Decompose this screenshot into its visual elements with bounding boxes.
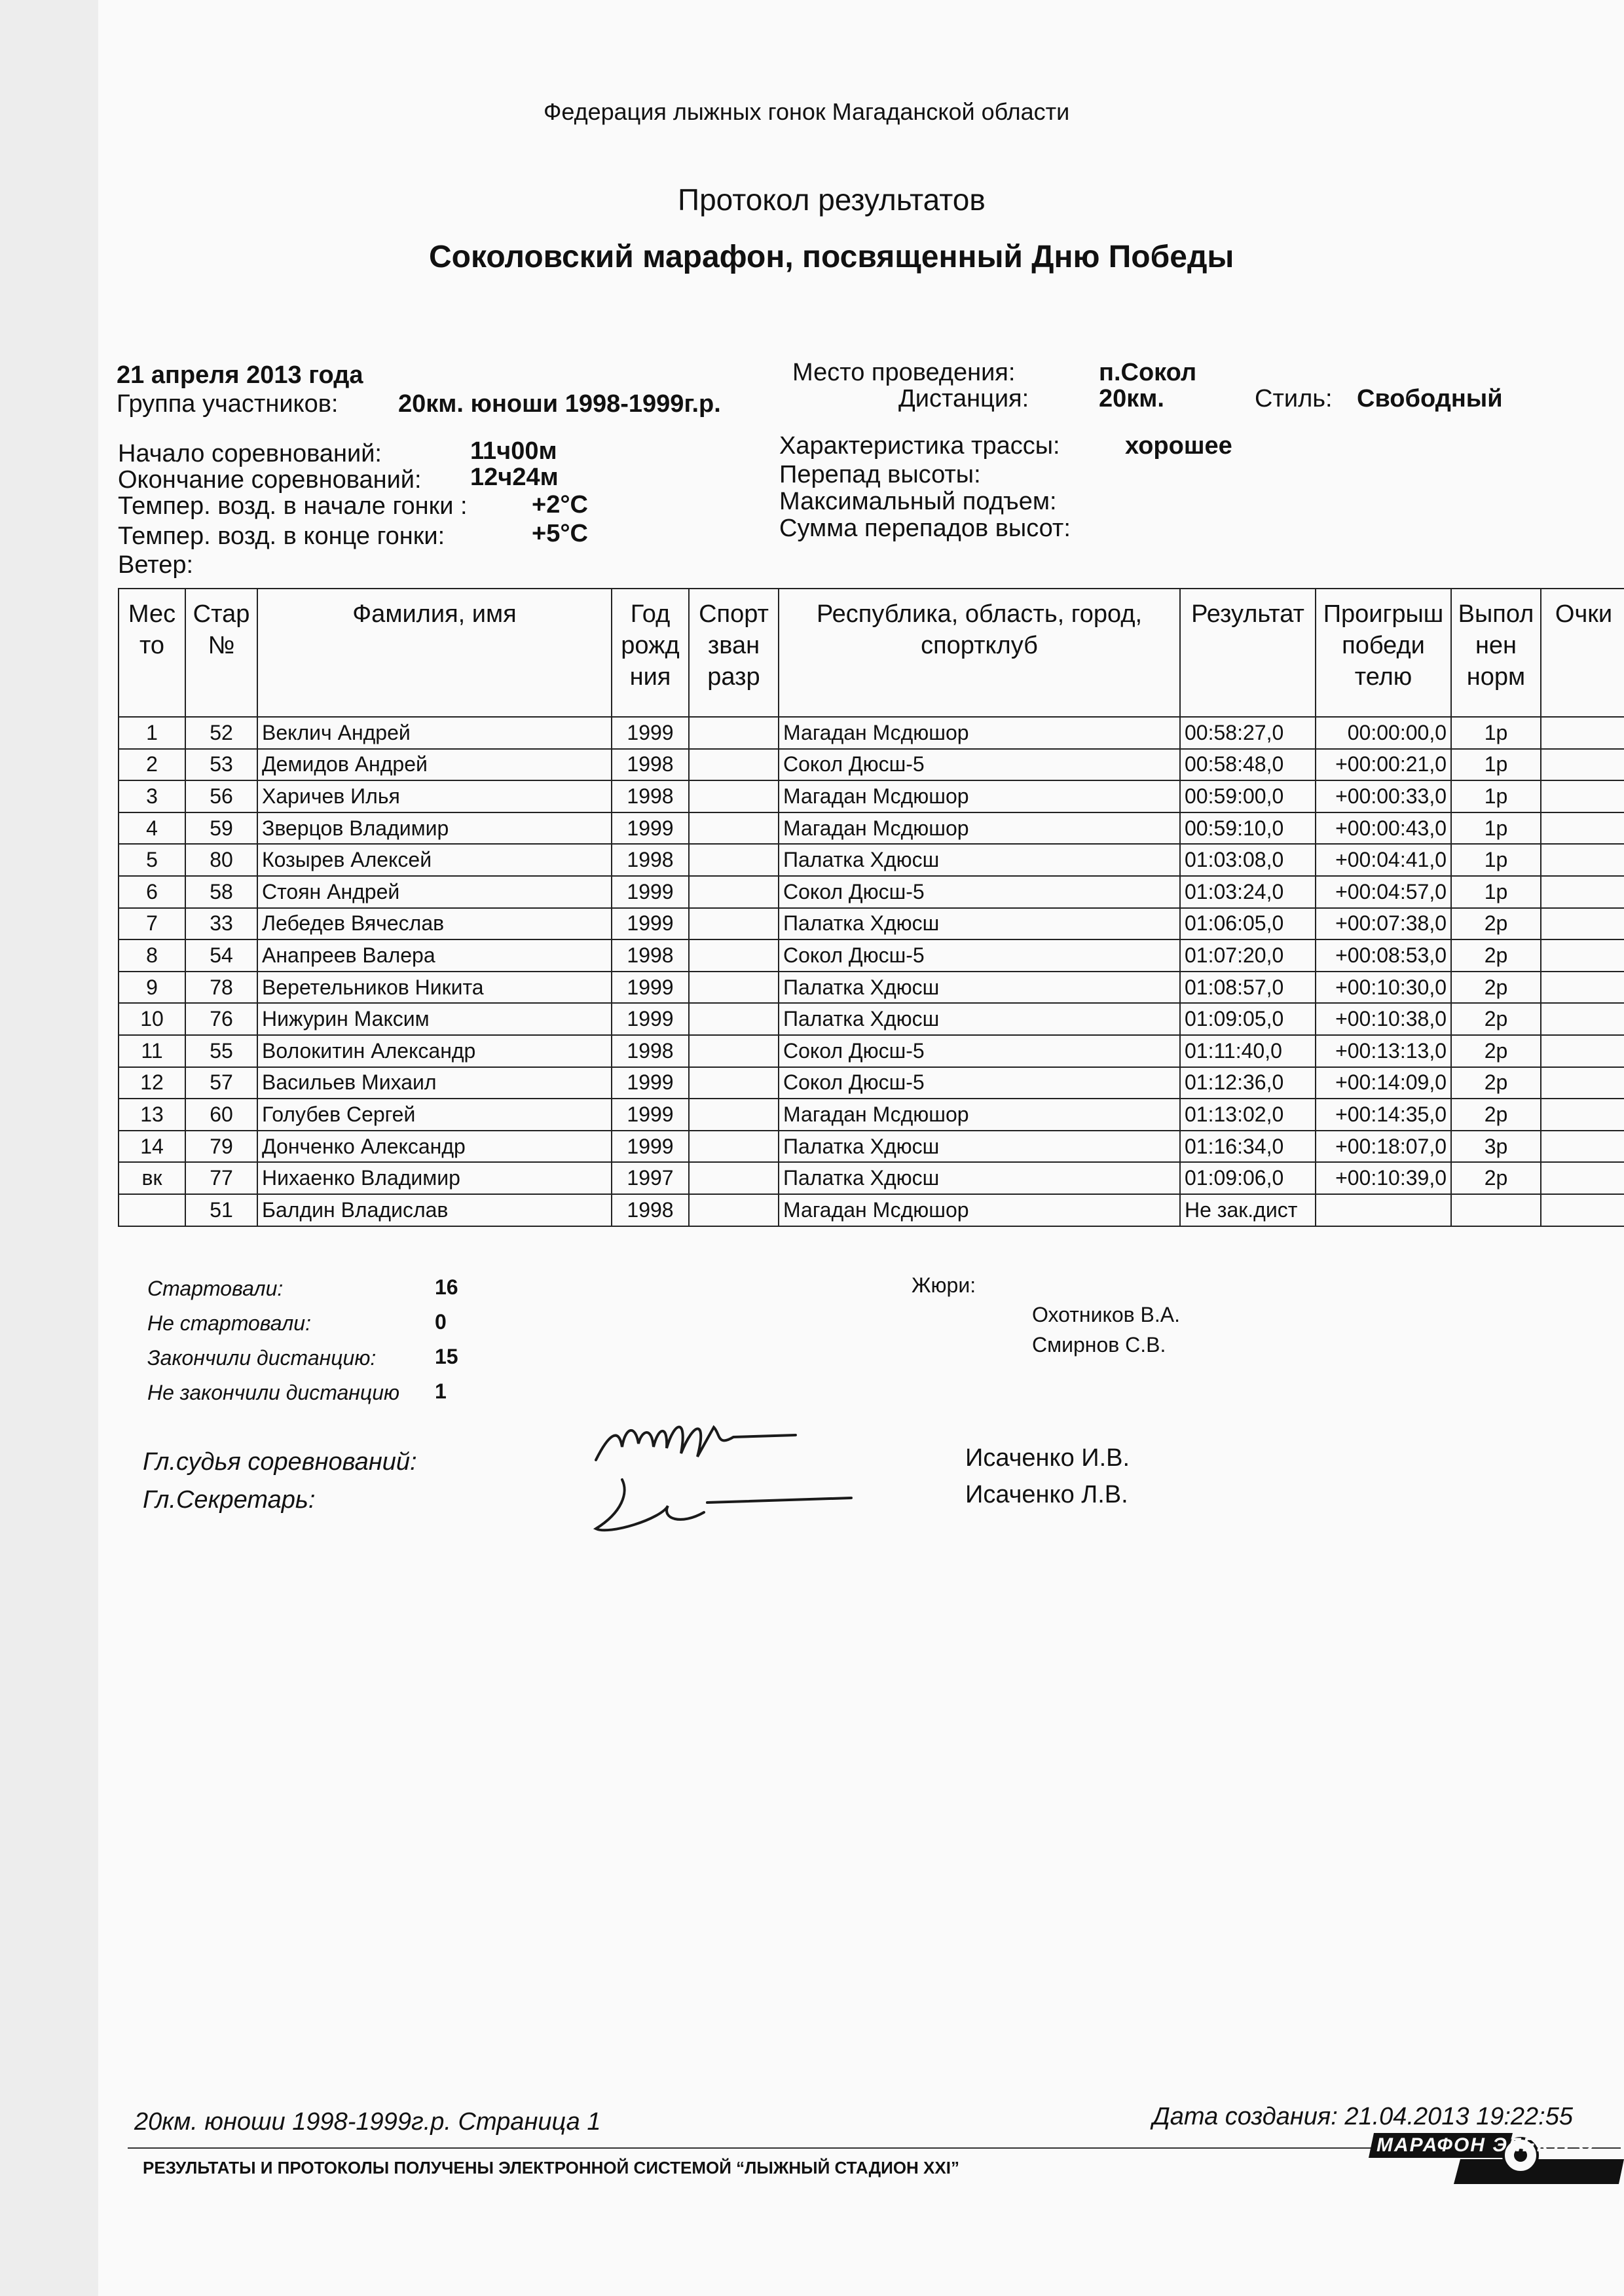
secretary-label: Гл.Секретарь:	[143, 1486, 316, 1514]
cell-rank	[689, 972, 779, 1004]
cell-norm: 2р	[1451, 1035, 1541, 1067]
cell-region: Сокол Дюсш-5	[779, 1035, 1180, 1067]
cell-norm: 2р	[1451, 908, 1541, 940]
start-time-label: Начало соревнований:	[118, 440, 382, 467]
cell-points	[1541, 1162, 1624, 1194]
cell-points	[1541, 1099, 1624, 1131]
cell-points	[1541, 939, 1624, 972]
cell-year: 1998	[612, 749, 689, 781]
cell-gap: +00:14:35,0	[1316, 1099, 1451, 1131]
cell-name: Демидов Андрей	[257, 749, 612, 781]
cell-bib: 57	[185, 1067, 257, 1099]
cell-place: вк	[119, 1162, 185, 1194]
cell-result: 01:08:57,0	[1180, 972, 1316, 1004]
results-table	[118, 588, 1624, 1227]
cell-year: 1999	[612, 812, 689, 845]
cell-year: 1997	[612, 1162, 689, 1194]
cell-gap: +00:00:43,0	[1316, 812, 1451, 845]
cell-region: Магадан Мсдюшор	[779, 1194, 1180, 1226]
cell-rank	[689, 1099, 779, 1131]
header-year: Год рожд ния	[612, 589, 689, 717]
venue-value: п.Сокол	[1099, 359, 1197, 386]
table-row	[119, 908, 1624, 940]
start-time-value: 11ч00м	[470, 437, 557, 465]
cell-year: 1998	[612, 1035, 689, 1067]
cell-year: 1998	[612, 844, 689, 876]
cell-bib: 80	[185, 844, 257, 876]
cell-bib: 60	[185, 1099, 257, 1131]
cell-points	[1541, 908, 1624, 940]
finished-value: 15	[435, 1345, 458, 1368]
cell-result: Не зак.дист	[1180, 1194, 1316, 1226]
table-row	[119, 1003, 1624, 1035]
table-row	[119, 844, 1624, 876]
cell-region: Палатка Хдюсш	[779, 1162, 1180, 1194]
cell-rank	[689, 1131, 779, 1163]
finished-label: Закончили дистанцию:	[147, 1346, 377, 1370]
cell-gap: +00:14:09,0	[1316, 1067, 1451, 1099]
secretary-name: Исаченко Л.В.	[965, 1481, 1128, 1508]
cell-year: 1998	[612, 1194, 689, 1226]
header-region: Республика, область, город, спортклуб	[779, 589, 1180, 717]
cell-gap: +00:10:38,0	[1316, 1003, 1451, 1035]
distance-value: 20км.	[1099, 385, 1164, 412]
cell-norm: 3р	[1451, 1131, 1541, 1163]
end-time-value: 12ч24м	[470, 464, 559, 491]
creation-date: Дата создания: 21.04.2013 19:22:55	[1153, 2103, 1574, 2130]
cell-rank	[689, 1194, 779, 1226]
cell-name: Васильев Михаил	[257, 1067, 612, 1099]
cell-place: 12	[119, 1067, 185, 1099]
cell-bib: 52	[185, 717, 257, 749]
cell-region: Сокол Дюсш-5	[779, 939, 1180, 972]
elevation-label: Перепад высоты:	[779, 461, 981, 488]
cell-points	[1541, 1131, 1624, 1163]
cell-points	[1541, 717, 1624, 749]
style-label: Стиль:	[1255, 385, 1333, 412]
cell-result: 00:59:10,0	[1180, 812, 1316, 845]
cell-region: Палатка Хдюсш	[779, 1131, 1180, 1163]
cell-year: 1999	[612, 1099, 689, 1131]
cell-result: 01:09:05,0	[1180, 1003, 1316, 1035]
chief-judge-label: Гл.судья соревнований:	[143, 1448, 417, 1476]
cell-year: 1999	[612, 1131, 689, 1163]
started-value: 16	[435, 1275, 458, 1299]
cell-year: 1999	[612, 717, 689, 749]
page-info: 20км. юноши 1998-1999г.р. Страница 1	[134, 2108, 601, 2136]
cell-bib: 76	[185, 1003, 257, 1035]
cell-points	[1541, 1194, 1624, 1226]
cell-region: Магадан Мсдюшор	[779, 812, 1180, 845]
cell-place: 7	[119, 908, 185, 940]
event-title: Соколовский марафон, посвященный Дню Победы	[429, 240, 1234, 274]
protocol-title: Протокол результатов	[678, 183, 986, 217]
track-label: Характеристика трассы:	[779, 432, 1060, 460]
cell-name: Козырев Алексей	[257, 844, 612, 876]
cell-rank	[689, 876, 779, 908]
cell-norm: 2р	[1451, 939, 1541, 972]
table-row	[119, 1162, 1624, 1194]
distance-label: Дистанция:	[898, 385, 1029, 412]
cell-name: Балдин Владислав	[257, 1194, 612, 1226]
cell-rank	[689, 908, 779, 940]
cell-gap: +00:10:39,0	[1316, 1162, 1451, 1194]
cell-norm: 1р	[1451, 876, 1541, 908]
table-row	[119, 717, 1624, 749]
cell-result: 01:03:24,0	[1180, 876, 1316, 908]
marathon-electro-logo	[1369, 2126, 1624, 2189]
cell-norm: 2р	[1451, 1003, 1541, 1035]
cell-rank	[689, 1162, 779, 1194]
group-label: Группа участников:	[117, 390, 339, 418]
table-row	[119, 780, 1624, 812]
cell-gap: +00:07:38,0	[1316, 908, 1451, 940]
cell-norm: 2р	[1451, 1067, 1541, 1099]
table-row	[119, 1194, 1624, 1226]
cell-result: 00:58:27,0	[1180, 717, 1316, 749]
started-label: Стартовали:	[147, 1277, 284, 1300]
table-row	[119, 749, 1624, 781]
table-row	[119, 972, 1624, 1004]
cell-name: Зверцов Владимир	[257, 812, 612, 845]
max-climb-label: Максимальный подъем:	[779, 488, 1057, 515]
cell-points	[1541, 876, 1624, 908]
cell-norm: 2р	[1451, 1162, 1541, 1194]
cell-rank	[689, 1067, 779, 1099]
cell-bib: 56	[185, 780, 257, 812]
cell-region: Палатка Хдюсш	[779, 844, 1180, 876]
cell-bib: 58	[185, 876, 257, 908]
header-gap: Проигрыш победи телю	[1316, 589, 1451, 717]
cell-region: Сокол Дюсш-5	[779, 876, 1180, 908]
cell-points	[1541, 844, 1624, 876]
cell-region: Магадан Мсдюшор	[779, 780, 1180, 812]
cell-gap: +00:04:41,0	[1316, 844, 1451, 876]
cell-rank	[689, 939, 779, 972]
cell-rank	[689, 780, 779, 812]
jury-member-1: Охотников В.А.	[1032, 1303, 1180, 1326]
cell-name: Харичев Илья	[257, 780, 612, 812]
cell-rank	[689, 812, 779, 845]
table-row	[119, 812, 1624, 845]
cell-gap: +00:08:53,0	[1316, 939, 1451, 972]
cell-name: Донченко Александр	[257, 1131, 612, 1163]
cell-norm: 1р	[1451, 844, 1541, 876]
header-name: Фамилия, имя	[257, 589, 612, 717]
temp-end-value: +5°С	[532, 520, 588, 547]
event-date: 21 апреля 2013 года	[117, 361, 363, 389]
track-value: хорошее	[1125, 432, 1232, 460]
cell-result: 01:06:05,0	[1180, 908, 1316, 940]
cell-bib: 59	[185, 812, 257, 845]
cell-place: 1	[119, 717, 185, 749]
cell-name: Голубев Сергей	[257, 1099, 612, 1131]
table-row	[119, 876, 1624, 908]
cell-place: 14	[119, 1131, 185, 1163]
chief-judge-name: Исаченко И.В.	[965, 1444, 1130, 1472]
header-result: Результат	[1180, 589, 1316, 717]
temp-start-label: Темпер. возд. в начале гонки :	[118, 492, 468, 520]
cell-name: Лебедев Вячеслав	[257, 908, 612, 940]
federation-title: Федерация лыжных гонок Магаданской области	[544, 98, 1070, 125]
cell-gap: +00:00:21,0	[1316, 749, 1451, 781]
cell-points	[1541, 972, 1624, 1004]
cell-bib: 51	[185, 1194, 257, 1226]
table-row	[119, 1131, 1624, 1163]
cell-gap	[1316, 1194, 1451, 1226]
header-bib: Стар №	[185, 589, 257, 717]
cell-norm: 2р	[1451, 1099, 1541, 1131]
cell-name: Волокитин Александр	[257, 1035, 612, 1067]
cell-bib: 54	[185, 939, 257, 972]
cell-year: 1998	[612, 939, 689, 972]
cell-name: Веклич Андрей	[257, 717, 612, 749]
cell-place: 8	[119, 939, 185, 972]
wind-label: Ветер:	[118, 551, 194, 579]
cell-points	[1541, 812, 1624, 845]
cell-bib: 78	[185, 972, 257, 1004]
cell-gap: +00:10:30,0	[1316, 972, 1451, 1004]
cell-result: 00:58:48,0	[1180, 749, 1316, 781]
header-rank: Спорт зван разр	[689, 589, 779, 717]
end-time-label: Окончание соревнований:	[118, 466, 422, 494]
header-place: Мес то	[119, 589, 185, 717]
cell-rank	[689, 844, 779, 876]
cell-year: 1999	[612, 972, 689, 1004]
table-row	[119, 1035, 1624, 1067]
cell-year: 1999	[612, 908, 689, 940]
table-header-row	[119, 589, 1624, 717]
table-row	[119, 939, 1624, 972]
not-finished-label: Не закончили дистанцию	[147, 1381, 400, 1404]
cell-result: 00:59:00,0	[1180, 780, 1316, 812]
cell-region: Магадан Мсдюшор	[779, 1099, 1180, 1131]
cell-points	[1541, 1035, 1624, 1067]
secretary-signature	[583, 1467, 858, 1545]
total-climb-label: Сумма перепадов высот:	[779, 515, 1071, 542]
cell-year: 1999	[612, 1067, 689, 1099]
cell-region: Сокол Дюсш-5	[779, 749, 1180, 781]
cell-year: 1999	[612, 1003, 689, 1035]
cell-region: Палатка Хдюсш	[779, 908, 1180, 940]
not-started-label: Не стартовали:	[147, 1311, 311, 1335]
cell-place: 5	[119, 844, 185, 876]
cell-result: 01:13:02,0	[1180, 1099, 1316, 1131]
cell-name: Веретельников Никита	[257, 972, 612, 1004]
cell-place: 10	[119, 1003, 185, 1035]
cell-year: 1999	[612, 876, 689, 908]
cell-norm: 2р	[1451, 972, 1541, 1004]
cell-region: Магадан Мсдюшор	[779, 717, 1180, 749]
cell-norm	[1451, 1194, 1541, 1226]
cell-region: Палатка Хдюсш	[779, 1003, 1180, 1035]
chief-judge-signature	[583, 1408, 819, 1473]
cell-name: Нихаенко Владимир	[257, 1162, 612, 1194]
cell-name: Стоян Андрей	[257, 876, 612, 908]
cell-rank	[689, 717, 779, 749]
cell-norm: 1р	[1451, 780, 1541, 812]
cell-place: 9	[119, 972, 185, 1004]
not-started-value: 0	[435, 1310, 447, 1334]
cell-region: Палатка Хдюсш	[779, 972, 1180, 1004]
cell-points	[1541, 1067, 1624, 1099]
table-row	[119, 1099, 1624, 1131]
cell-result: 01:09:06,0	[1180, 1162, 1316, 1194]
not-finished-value: 1	[435, 1379, 447, 1403]
cell-rank	[689, 1035, 779, 1067]
cell-norm: 1р	[1451, 812, 1541, 845]
cell-bib: 53	[185, 749, 257, 781]
cell-place: 4	[119, 812, 185, 845]
cell-result: 01:16:34,0	[1180, 1131, 1316, 1163]
cell-gap: 00:00:00,0	[1316, 717, 1451, 749]
cell-place: 6	[119, 876, 185, 908]
cell-place: 13	[119, 1099, 185, 1131]
header-norm: Выпол нен норм	[1451, 589, 1541, 717]
cell-points	[1541, 749, 1624, 781]
cell-year: 1998	[612, 780, 689, 812]
cell-result: 01:07:20,0	[1180, 939, 1316, 972]
cell-gap: +00:13:13,0	[1316, 1035, 1451, 1067]
cell-points	[1541, 780, 1624, 812]
cell-result: 01:11:40,0	[1180, 1035, 1316, 1067]
temp-start-value: +2°С	[532, 491, 588, 519]
cell-points	[1541, 1003, 1624, 1035]
cell-rank	[689, 749, 779, 781]
cell-gap: +00:00:33,0	[1316, 780, 1451, 812]
cell-result: 01:03:08,0	[1180, 844, 1316, 876]
cell-gap: +00:04:57,0	[1316, 876, 1451, 908]
header-points: Очки	[1541, 589, 1624, 717]
venue-label: Место проведения:	[792, 359, 1016, 386]
system-notice: РЕЗУЛЬТАТЫ И ПРОТОКОЛЫ ПОЛУЧЕНЫ ЭЛЕКТРОННОЙ СИСТЕМОЙ “ЛЫЖНЫЙ СТАДИОН XXI”	[143, 2158, 959, 2178]
group-value: 20км. юноши 1998-1999г.р.	[398, 390, 721, 418]
jury-label: Жюри:	[912, 1273, 976, 1297]
cell-place: 11	[119, 1035, 185, 1067]
cell-region: Сокол Дюсш-5	[779, 1067, 1180, 1099]
cell-place: 3	[119, 780, 185, 812]
cell-bib: 55	[185, 1035, 257, 1067]
cell-name: Нижурин Максим	[257, 1003, 612, 1035]
cell-place: 2	[119, 749, 185, 781]
cell-rank	[689, 1003, 779, 1035]
cell-result: 01:12:36,0	[1180, 1067, 1316, 1099]
table-row	[119, 1067, 1624, 1099]
cell-place	[119, 1194, 185, 1226]
cell-norm: 1р	[1451, 749, 1541, 781]
cell-bib: 33	[185, 908, 257, 940]
cell-gap: +00:18:07,0	[1316, 1131, 1451, 1163]
style-value: Свободный	[1357, 385, 1503, 412]
temp-end-label: Темпер. возд. в конце гонки:	[118, 522, 445, 550]
logo-text: МАРАФОН ЭЛЕКТРО	[1376, 2134, 1595, 2156]
cell-name: Анапреев Валера	[257, 939, 612, 972]
cell-bib: 77	[185, 1162, 257, 1194]
jury-member-2: Смирнов С.В.	[1032, 1333, 1166, 1357]
cell-norm: 1р	[1451, 717, 1541, 749]
cell-bib: 79	[185, 1131, 257, 1163]
